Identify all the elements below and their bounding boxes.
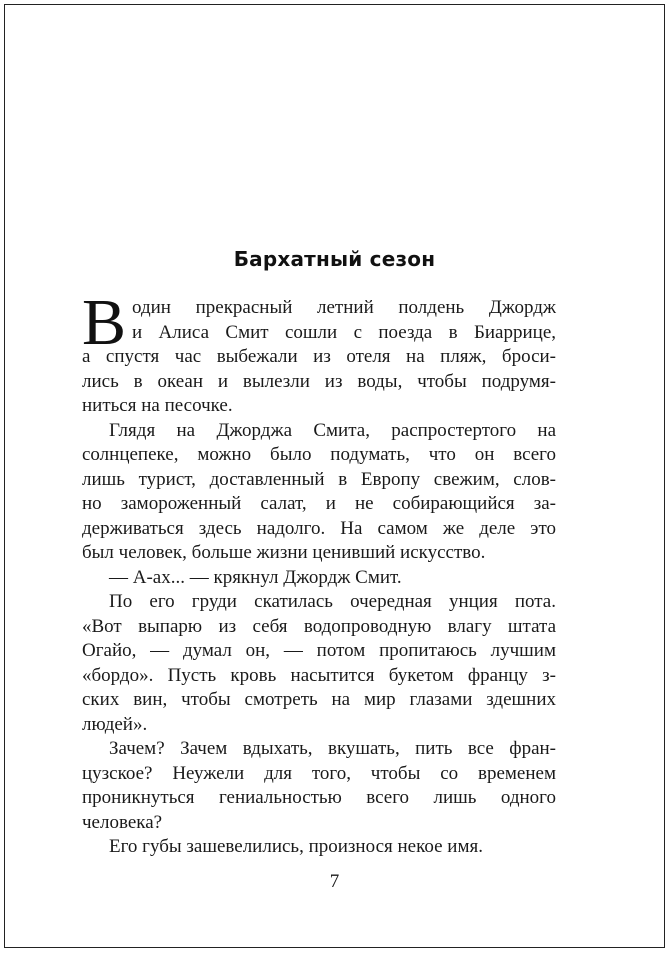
text-line: цузское? Неужели для того, чтобы со временем (82, 762, 556, 784)
drop-cap: В (82, 286, 127, 359)
text-line: лись в океан и вылезли из воды, чтобы подрумя- (82, 370, 556, 392)
text-line: и Алиса Смит сошли с поезда в Биаррице, (132, 321, 556, 343)
text-line: — А-ах... — крякнул Джордж Смит. (109, 566, 402, 588)
text-line: «Вот выпарю из себя водопроводную влагу штата (82, 615, 556, 637)
text-line: Огайо, — думал он, — потом пропитаюсь лучшим (82, 640, 556, 661)
text-line: ниться на песочке. (82, 395, 233, 416)
body-text (82, 286, 556, 860)
text-line: лишь турист, доставленный в Европу свежим, слов- (82, 468, 556, 490)
chapter-title: Бархатный сезон (233, 247, 436, 271)
text-line: людей». (82, 713, 148, 735)
page-number: 7 (329, 871, 340, 892)
text-line: солнцепеке, можно было подумать, что он всего (82, 444, 556, 465)
text-line: проникнуться гениальностью всего лишь одного (82, 787, 556, 808)
text-line: Зачем? Зачем вдыхать, вкушать, пить все фран- (109, 738, 556, 759)
text-line: был человек, больше жизни ценивший искусство. (82, 542, 486, 563)
text-line: держиваться здесь надолго. На самом же деле это (82, 517, 556, 539)
text-line: ских вин, чтобы смотреть на мир глазами здешних (82, 689, 556, 710)
text-line: а спустя час выбежали из отеля на пляж, броси- (82, 346, 556, 367)
text-line: Его губы зашевелились, произнося некое имя. (109, 836, 483, 857)
text-line: Глядя на Джорджа Смита, распростертого на (109, 419, 556, 441)
text-line: По его груди скатилась очередная унция пота. (109, 591, 556, 612)
text-line: «бордо». Пусть кровь насытится букетом францу з- (82, 664, 556, 686)
book-page (4, 4, 665, 948)
text-line: но замороженный салат, и не собирающийся за- (82, 493, 556, 514)
text-line: один прекрасный летний полдень Джордж (132, 297, 556, 318)
text-line: человека? (82, 811, 163, 833)
